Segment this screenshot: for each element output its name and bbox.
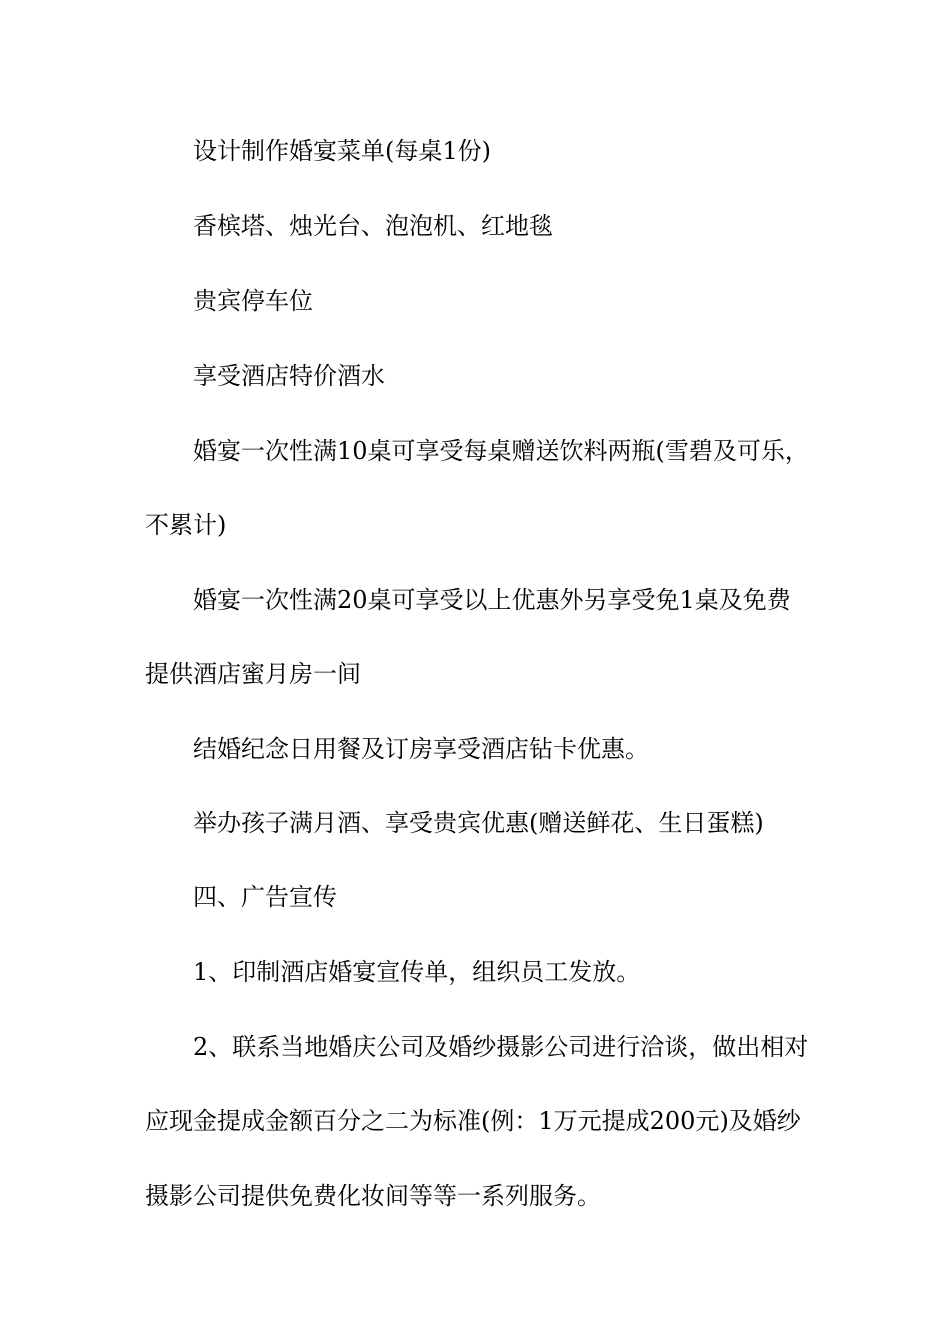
paragraph-line: 摄影公司提供免费化妆间等等一系列服务。 <box>145 1182 601 1210</box>
paragraph-line: 提供酒店蜜月房一间 <box>145 660 361 688</box>
paragraph-line: 设计制作婚宴菜单(每桌1份) <box>193 137 491 165</box>
paragraph-line: 2、联系当地婚庆公司及婚纱摄影公司进行洽谈，做出相对 <box>193 1033 809 1061</box>
section-heading: 四、广告宣传 <box>193 883 337 911</box>
paragraph-line: 香槟塔、烛光台、泡泡机、红地毯 <box>193 212 553 240</box>
paragraph-line: 结婚纪念日用餐及订房享受酒店钻卡优惠。 <box>193 735 649 763</box>
paragraph-line: 贵宾停车位 <box>193 287 313 315</box>
paragraph-line: 婚宴一次性满10桌可享受每桌赠送饮料两瓶(雪碧及可乐， <box>193 437 809 465</box>
paragraph-line: 享受酒店特价酒水 <box>193 362 385 390</box>
paragraph-line: 1、印制酒店婚宴宣传单，组织员工发放。 <box>193 958 641 986</box>
paragraph-line: 婚宴一次性满20桌可享受以上优惠外另享受免1桌及免费 <box>193 586 791 614</box>
paragraph-line: 举办孩子满月酒、享受贵宾优惠(赠送鲜花、生日蛋糕) <box>193 809 764 837</box>
paragraph-line: 不累计) <box>145 511 227 539</box>
paragraph-line: 应现金提成金额百分之二为标准(例：1万元提成200元)及婚纱 <box>145 1107 801 1135</box>
